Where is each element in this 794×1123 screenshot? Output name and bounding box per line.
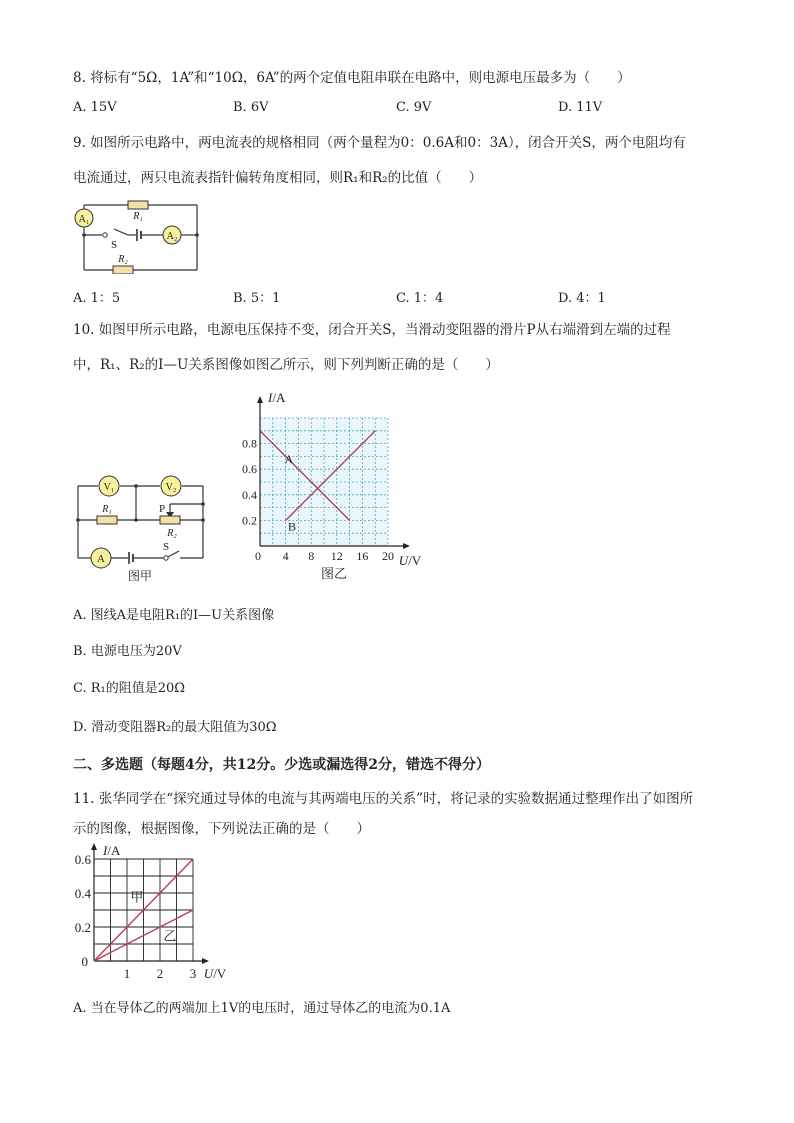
y-tick-label: 0.2	[74, 920, 91, 935]
q9-stem-line1: 9. 如图所示电路中，两电流表的规格相同（两个量程为0：0.6A和0：3A），闭合开关S，两个电阻均有	[73, 135, 686, 151]
series-label-jia: 甲	[130, 889, 144, 905]
x-tick-label: 0	[255, 549, 261, 563]
x-tick-label: 2	[156, 966, 164, 981]
x-axis-label: U/V	[398, 553, 422, 568]
y-tick-label: 0.8	[242, 436, 257, 451]
section2-title: 二、多选题（每题4分，共12分。少选或漏选得2分，错选不得分）	[73, 757, 490, 773]
x-tick-label: 12	[330, 549, 343, 563]
x-tick-label: 4	[282, 549, 289, 563]
q11-stem-line2: 示的图像，根据图像，下列说法正确的是（ ）	[73, 821, 370, 837]
q10-graph-caption: 图乙	[320, 566, 348, 581]
y-tick-label: 0.6	[74, 852, 91, 867]
q9-option-c: C. 1：4	[396, 291, 444, 306]
q9-option-a: A. 1：5	[73, 291, 121, 306]
q10-r1-label: R₁	[102, 504, 112, 515]
q11-iu-graph	[66, 838, 246, 984]
q8-option-d: D. 11V	[558, 100, 603, 115]
x-tick-label: 8	[308, 549, 315, 563]
x-axis-arrow	[202, 958, 209, 964]
ammeter-label: A	[97, 553, 105, 565]
x-axis-label: U/V	[203, 966, 227, 981]
y-tick-label: 0.6	[242, 462, 257, 477]
q10-stem-line1: 10. 如图甲所示电路，电源电压保持不变，闭合开关S，当滑动变阻器的滑片P从右端滑到左端的过程	[73, 322, 671, 338]
slider-p-label: P	[158, 503, 166, 515]
series-label-yi: 乙	[163, 928, 177, 944]
ammeter-a1-label: A₁	[78, 214, 90, 225]
ammeter-a2-icon	[163, 226, 181, 244]
voltmeter-v1-icon	[99, 476, 119, 496]
ammeter-icon	[91, 548, 111, 568]
x-tick-label: 1	[123, 966, 131, 981]
x-tick-label: 20	[382, 549, 394, 563]
voltmeter-v2-label: V₂	[165, 482, 177, 493]
q9-option-b: B. 5：1	[233, 291, 281, 306]
q10-switch-label: S	[162, 541, 170, 553]
x-tick-label: 16	[356, 549, 369, 563]
y-axis-arrow	[91, 843, 97, 850]
q9-r1-label: R₁	[133, 211, 143, 222]
y-axis-label: I/A	[268, 390, 286, 405]
q8-option-b: B. 6V	[233, 100, 269, 115]
x-axis-arrow	[403, 543, 410, 549]
q10-option-d: D. 滑动变阻器R₂的最大阻值为30Ω	[73, 720, 277, 735]
y-tick-label: 0.4	[74, 886, 91, 901]
voltmeter-v2-icon	[161, 476, 181, 496]
q9-switch-label: S	[110, 239, 118, 251]
q8-stem: 8. 将标有“5Ω，1A”和“10Ω，6A”的两个定值电阻串联在电路中，则电源电压最多为（ ）	[73, 70, 631, 86]
y-axis-label: I/A	[103, 843, 121, 858]
y-tick-label: 0.2	[242, 513, 257, 528]
q11-option-a: A. 当在导体乙的两端加上1V的电压时，通过导体乙的电流为0.1A	[73, 1001, 451, 1016]
y-axis-arrow	[257, 396, 263, 403]
x-tick-label: 3	[189, 966, 197, 981]
q9-stem-line2: 电流通过，两只电流表指针偏转角度相同，则R₁和R₂的比值（ ）	[73, 170, 483, 186]
ammeter-a2-label: A₂	[166, 231, 178, 242]
ammeter-a1-icon	[75, 209, 93, 227]
q11-stem-line1: 11. 张华同学在“探究通过导体的电流与其两端电压的关系”时，将记录的实验数据通过整理作出了如图所	[73, 791, 694, 807]
series-label-B: B	[287, 519, 297, 534]
origin-label: 0	[81, 954, 88, 969]
q10-iu-graph	[232, 385, 452, 585]
q8-option-a: A. 15V	[73, 100, 117, 115]
q10-circuit-diagram	[70, 470, 215, 585]
y-tick-label: 0.4	[242, 487, 257, 502]
q9-option-d: D. 4：1	[558, 291, 606, 306]
q10-option-b: B. 电源电压为20V	[73, 644, 182, 659]
q8-option-c: C. 9V	[396, 100, 432, 115]
q10-stem-line2: 中，R₁、R₂的I—U关系图像如图乙所示，则下列判断正确的是（ ）	[73, 357, 499, 373]
q10-option-a: A. 图线A是电阻R₁的I—U关系图像	[73, 608, 275, 623]
q9-circuit-diagram	[70, 198, 205, 274]
q10-option-c: C. R₁的阻值是20Ω	[73, 681, 186, 696]
voltmeter-v1-label: V₁	[103, 482, 115, 493]
q10-r2-label: R₂	[167, 528, 177, 539]
series-label-A: A	[284, 451, 294, 466]
q10-circuit-caption: 图甲	[127, 569, 153, 583]
q9-r2-label: R₂	[118, 254, 128, 265]
